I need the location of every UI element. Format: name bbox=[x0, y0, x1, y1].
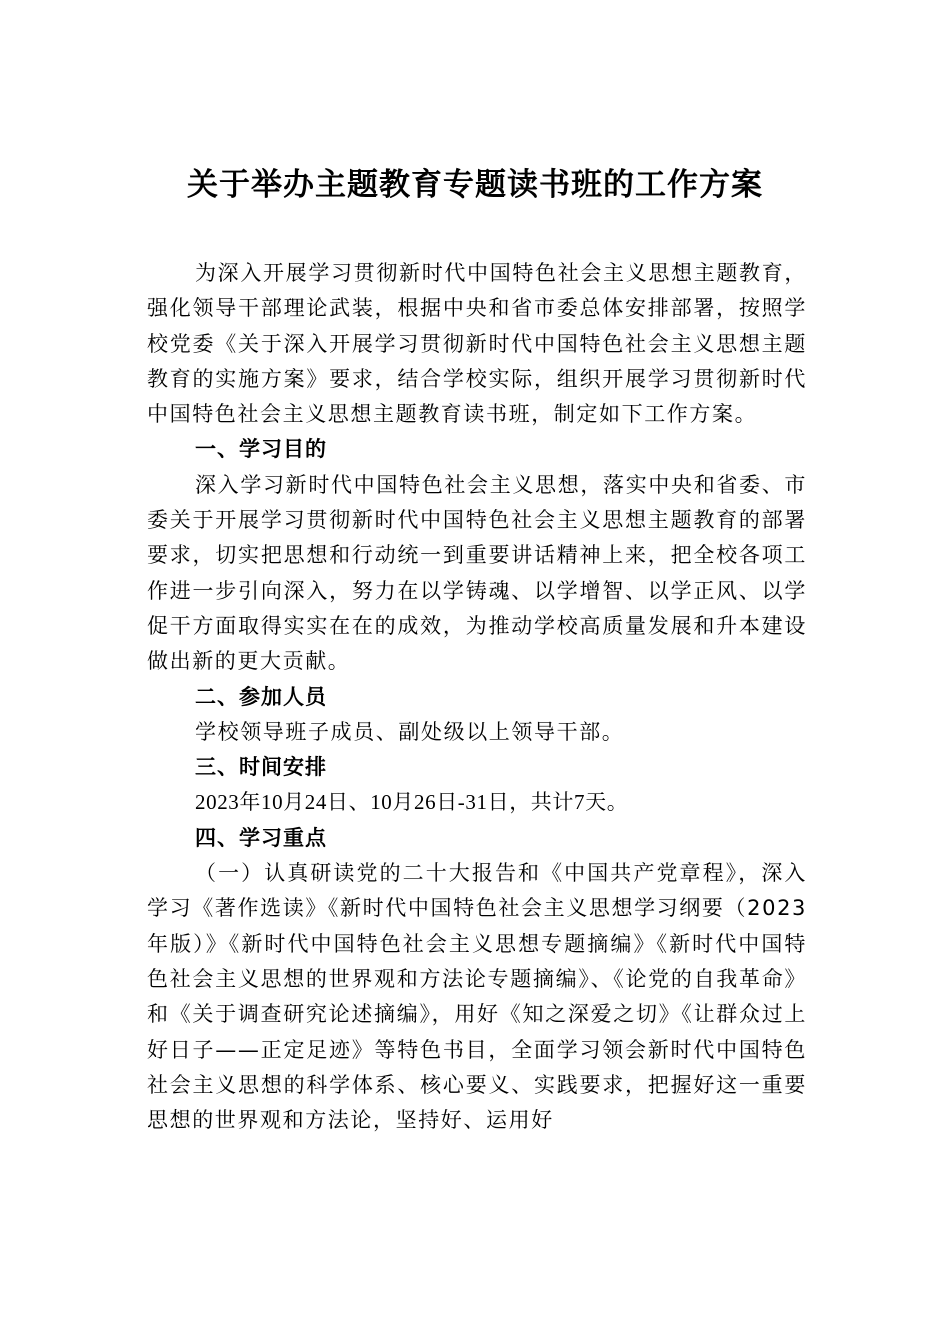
section-text-schedule: 2023年10月24日、10月26日-31日，共计7天。 bbox=[195, 790, 629, 815]
document-body bbox=[147, 256, 807, 1138]
section-heading-focus: 四、学习重点 bbox=[195, 825, 327, 850]
section-heading-purpose: 一、学习目的 bbox=[195, 437, 327, 462]
section-heading-participants: 二、参加人员 bbox=[195, 684, 327, 709]
document-title: 关于举办主题教育专题读书班的工作方案 bbox=[187, 167, 763, 203]
section-text-participants: 学校领导班子成员、副处级以上领导干部。 bbox=[195, 719, 625, 744]
section-heading-schedule: 三、时间安排 bbox=[195, 755, 327, 780]
section-text-purpose: 深入学习新时代中国特色社会主义思想，落实中央和省委、市委关于开展学习贯彻新时代中国特色社会主义思想主题教育的部署要求，切实把思想和行动统一到重要讲话精神上来，把全校各项工作进一步引向深入，努力在以学铸魂、以学增智、以学正风、以学促干方面取得实实在在的成效，为推动学校高质量发展和升本建设做出新的更大贡献。 bbox=[147, 472, 807, 674]
section-text-focus: （一）认真研读党的二十大报告和《中国共产党章程》，深入学习《著作选读》《新时代中国特色社会主义思想学习纲要（2023年版）》《新时代中国特色社会主义思想专题摘编》《新时代中国特色社会主义思想的世界观和方法论专题摘编》、《论党的自我革命》和《关于调查研究论述摘编》，用好《知之深爱之切》《让群众过上好日子——正定足迹》等特色书目，全面学习领会新时代中国特色社会主义思想的科学体系、核心要义、实践要求，把握好这一重要思想的世界观和方法论，坚持好、运用好 bbox=[147, 861, 807, 1133]
intro-paragraph: 为深入开展学习贯彻新时代中国特色社会主义思想主题教育，强化领导干部理论武装，根据中央和省市委总体安排部署，按照学校党委《关于深入开展学习贯彻新时代中国特色社会主义思想主题教育的实施方案》要求，结合学校实际，组织开展学习贯彻新时代中国特色社会主义思想主题教育读书班，制定如下工作方案。 bbox=[147, 261, 807, 427]
